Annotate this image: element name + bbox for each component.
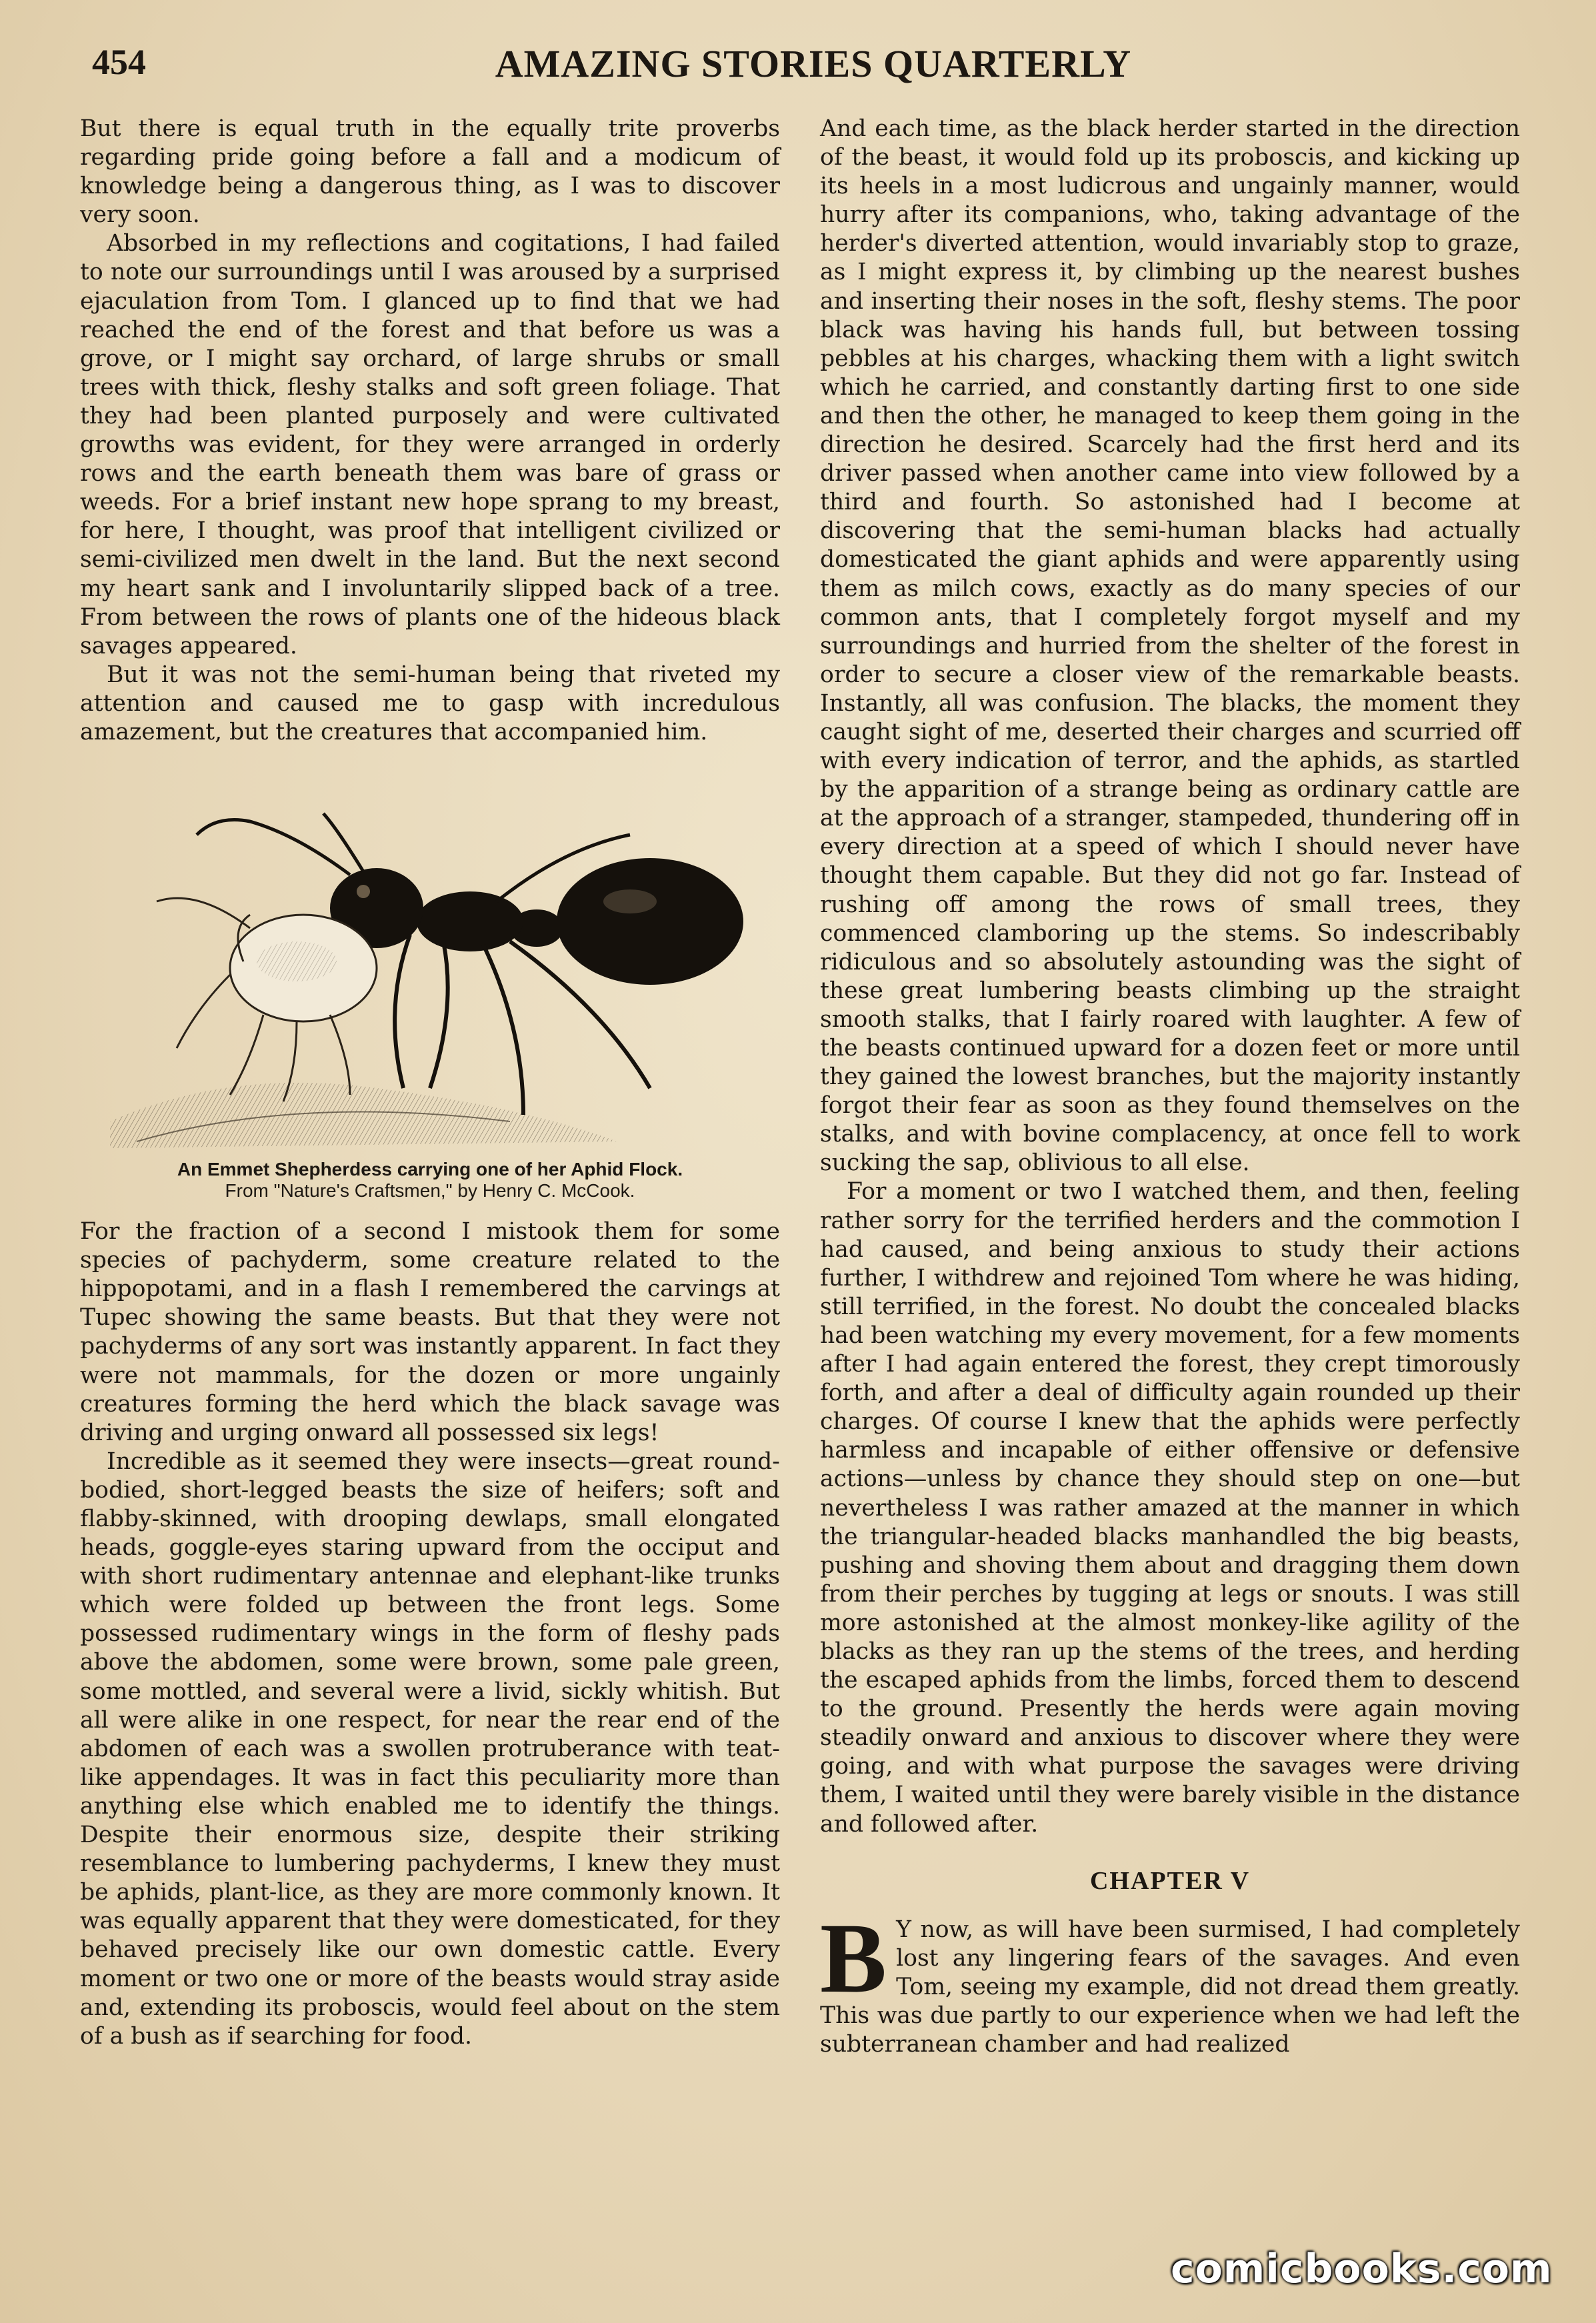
figure-caption <box>80 1159 780 1202</box>
caption-credit: From "Nature's Craftsmen," by Henry C. McCook. <box>225 1180 635 1202</box>
paragraph: For a moment or two I watched them, and then, feeling rather sorry for the terrified herders and the commotion I had caused, and being anxious to study their actions further, I withdrew and rejoined Tom where he was hiding, still terrified, in the forest. No doubt the concealed blacks had been watching my every movement, for a few moments after I had again entered the forest, they crept timorously forth, and after a deal of difficulty again rounded up their charges. Of course I knew that the aphids were perfectly harmless and incapable of either offensive or defensive actions—unless by chance they should step on one—but nevertheless I was rather amazed at the manner in which the triangular-headed blacks manhandled the big beasts, pushing and shoving them about and dragging them down from their perches by tugging at legs or snouts. I was still more astonished at the almost monkey-like agility of the blacks as they ran up the stems of the trees, and herding the escaped aphids from the limbs, forced them to descend to the ground. Presently the herds were again moving steadily onward and anxious to discover where they were going, and with what purpose the savages were driving them, I waited until they were barely visible in the distance and followed after. <box>820 1178 1520 1838</box>
paragraph: Incredible as it seemed they were insects—great round-bodied, short-legged beasts the size of heifers; soft and flabby-skinned, with drooping dewlaps, small elongated heads, goggle-eyes staring upward from the occiput and with short rudimentary antennae and elephant-like trunks which were folded up between the front legs. Some possessed rudimentary wings in the form of fleshy pads above the abdomen, some were brown, some pale green, some mottled, and several were a livid, sickly whitish. But all were alike in one respect, for near the rear end of the abdomen of each was a swollen protruberance with teat-like appendages. It was in fact this peculiarity more than anything else which enabled me to identify the things. Despite their enormous size, despite their striking resemblance to lumbering pachyderms, I knew they must be aphids, plant-lice, as they are more commonly known. It was equally apparent that they were domesticated, for they behaved precisely like our own domestic cattle. Every moment or two one or more of the beasts would stray aside and, extending its proboscis, would feel about on the stem of a bush as if searching for food. <box>80 1448 780 2050</box>
paragraph: But there is equal truth in the equally trite proverbs regarding pride going before a fall and a modicum of knowledge being a dangerous thing, as I was to discover very soon. <box>80 115 780 229</box>
paragraph: For the fraction of a second I mistook them for some species of pachyderm, some creature related to the hippopotami, and in a flash I remembered the carvings at Tupec showing the same beasts. But that they were not pachyderms of any sort was instantly apparent. In fact they were not mammals, for the dozen or more ungainly creatures forming the herd which the black savage was driving and urging onward all possessed six legs! <box>80 1218 780 1446</box>
running-title: AMAZING STORIES QUARTERLY <box>495 42 1132 85</box>
drop-cap: B <box>820 1902 887 2014</box>
paragraph: But it was not the semi-human being that riveted my attention and caused me to gasp with incredulous amazement, but the creatures that accompanied him. <box>80 661 780 745</box>
paragraph: And each time, as the black herder started in the direction of the beast, it would fold up its proboscis, and kicking up its heels in a most ludicrous and ungainly manner, would hurry after its companions, who, taking advantage of the herder's diverted attention, would invariably stop to graze, as I might express it, by climbing up the nearest bushes and inserting their noses in the soft, fleshy stems. The poor black was having his hands full, but between tossing pebbles at his charges, whacking them with a light switch which he carried, and constantly darting first to one side and then the other, he managed to keep them going in the direction he desired. Scarcely had the first herd and its driver passed when another came into view followed by a third and fourth. So astonished had I become at discovering that the semi-human blacks had actually domesticated the giant aphids and were apparently using them as milch cows, exactly as do many species of our common ants, that I completely forgot myself and my surroundings and hurried from the shelter of the forest in order to secure a closer view of the remarkable beasts. Instantly, all was confusion. The blacks, the moment they caught sight of me, deserted their charges and scurried off with every indication of terror, and the aphids, as startled by the apparition of a strange being as ordinary cattle are at the approach of a stranger, stampeded, thundering off in every direction at a speed of which I should never have thought them capable. But they did not go far. Instead of rushing off among the rows of small trees, they commenced clamboring up the stems. So indescribably ridiculous and so absolutely astounding was the sight of these great lumbering beasts climbing up the straight smooth stalks, that I fairly roared with laughter. A few of the beasts continued upward for a dozen feet or more until they gained the lowest branches, but the majority instantly forgot their fear as soon as they found themselves on the stalks, and with bovine complacency, at once fell to work sucking the sap, oblivious to all else. <box>820 115 1520 1177</box>
chapter-opening-paragraph <box>820 1902 1520 2059</box>
left-column <box>80 115 780 2051</box>
paragraph-text: Y now, as will have been surmised, I had completely lost any lingering fears of the savages. And even Tom, seeing my example, did not dread them greatly. This was due partly to our experience when we had left the subterranean chamber and had realized <box>820 1916 1520 2058</box>
illustration-figure <box>80 808 780 1202</box>
page-number: 454 <box>92 42 146 82</box>
paragraph: Absorbed in my reflections and cogitations, I had failed to note our surroundings until I was aroused by a surprised ejaculation from Tom. I glanced up to find that we had reached the end of the forest and that before us was a grove, or I might say orchard, of large shrubs or small trees with thick, fleshy stalks and soft green foliage. That they had been planted purposely and were cultivated growths was evident, for they were arranged in orderly rows and the earth beneath them was bare of grass or weeds. For a brief instant new hope sprang to my breast, for here, I thought, was proof that intelligent civilized or semi-civilized men dwelt in the land. But the next second my heart sank and I involuntarily slipped back of a tree. From between the rows of plants one of the hideous black savages appeared. <box>80 230 780 659</box>
caption-title: An Emmet Shepherdess carrying one of her Aphid Flock. <box>177 1159 683 1180</box>
watermark: comicbooks.com <box>1171 2246 1553 2292</box>
right-column <box>820 115 1520 2059</box>
ant-aphid-illustration <box>97 808 763 1155</box>
chapter-heading: CHAPTER V <box>1089 1866 1251 1895</box>
